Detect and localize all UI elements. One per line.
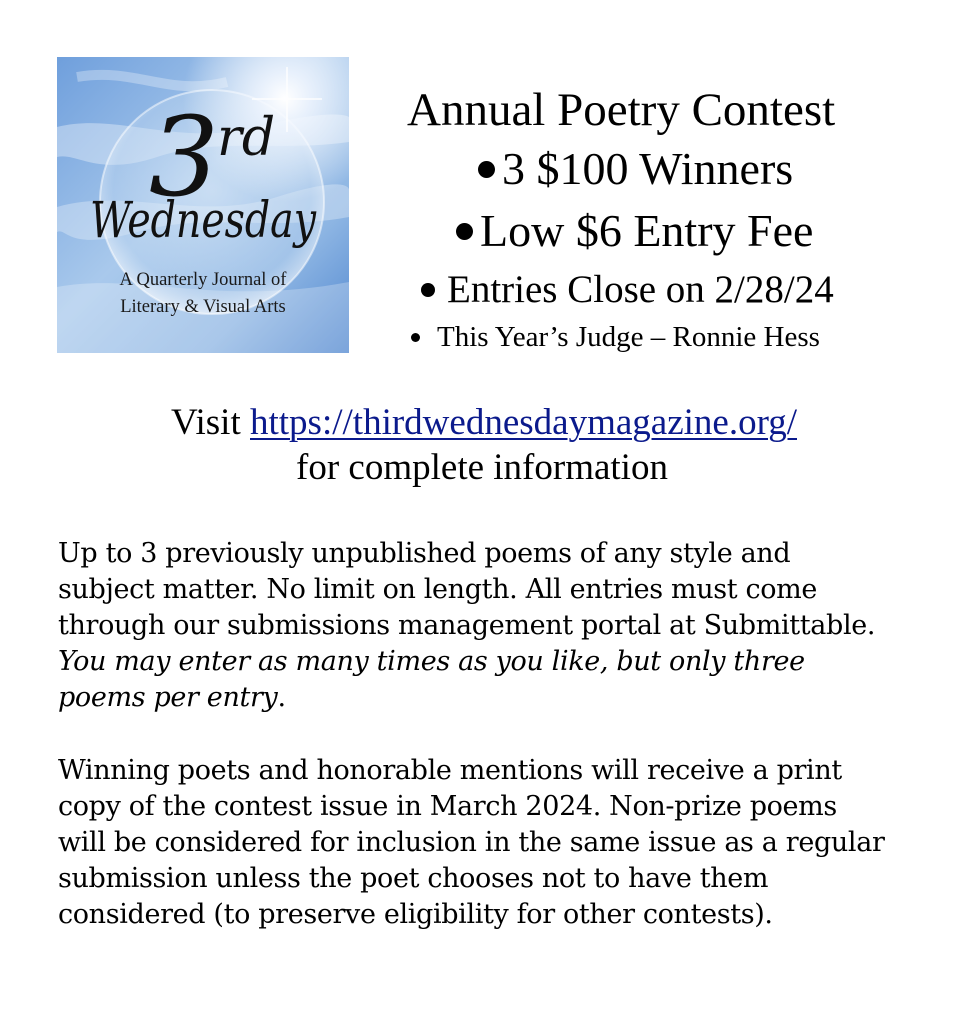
- bullet-entry-fee: [456, 205, 814, 256]
- prizes-paragraph: [58, 753, 928, 933]
- prizes-line-5: considered (to preserve eligibility for other contests).: [58, 899, 773, 930]
- logo-tagline-line2: Literary & Visual Arts: [120, 297, 286, 317]
- bullet-judge-text: This Year’s Judge – Ronnie Hess: [437, 321, 820, 353]
- rules-line-3: through our submissions management portal at Submittable.: [58, 610, 876, 641]
- logo-number: 3: [149, 93, 219, 221]
- visit-prefix: Visit: [171, 402, 250, 443]
- rules-line-2: subject matter. No limit on length. All entries must come: [58, 574, 818, 605]
- prizes-line-1: Winning poets and honorable mentions will receive a print: [58, 755, 842, 786]
- bullet-icon: [411, 333, 420, 342]
- contest-title: Annual Poetry Contest: [407, 84, 836, 136]
- bullet-entry-fee-text: Low $6 Entry Fee: [480, 205, 814, 256]
- rules-line-5-end: .: [277, 682, 286, 713]
- rules-paragraph: [58, 536, 928, 716]
- logo-wordmark: Wednesday: [90, 191, 317, 249]
- rules-line-1: Up to 3 previously unpublished poems of any style and: [58, 538, 791, 569]
- visit-line: [2, 404, 964, 441]
- bullet-icon: [421, 283, 435, 297]
- rules-line-5-italic: poems per entry: [58, 682, 278, 713]
- prizes-line-3: will be considered for inclusion in the same issue as a regular: [58, 827, 885, 858]
- logo-tagline-line1: A Quarterly Journal of: [119, 270, 287, 290]
- logo-superscript: rd: [217, 108, 276, 168]
- bullet-judge: [411, 323, 820, 352]
- bullet-deadline: [421, 270, 834, 309]
- prizes-line-4: submission unless the poet chooses not to have them: [58, 863, 769, 894]
- website-link[interactable]: https://thirdwednesdaymagazine.org/: [250, 402, 797, 443]
- bullet-icon: [456, 223, 473, 240]
- bullet-icon: [478, 161, 495, 178]
- visit-subline: for complete information: [296, 447, 668, 488]
- rules-line-5: [58, 680, 928, 716]
- prizes-line-2: copy of the contest issue in March 2024. Non-prize poems: [58, 791, 837, 822]
- magazine-logo: [57, 57, 349, 353]
- bullet-deadline-text: Entries Close on 2/28/24: [447, 268, 834, 311]
- rules-line-4: You may enter as many times as you like, but only three: [58, 646, 805, 677]
- bullet-winners: [478, 143, 794, 194]
- bullet-winners-text: 3 $100 Winners: [502, 143, 794, 194]
